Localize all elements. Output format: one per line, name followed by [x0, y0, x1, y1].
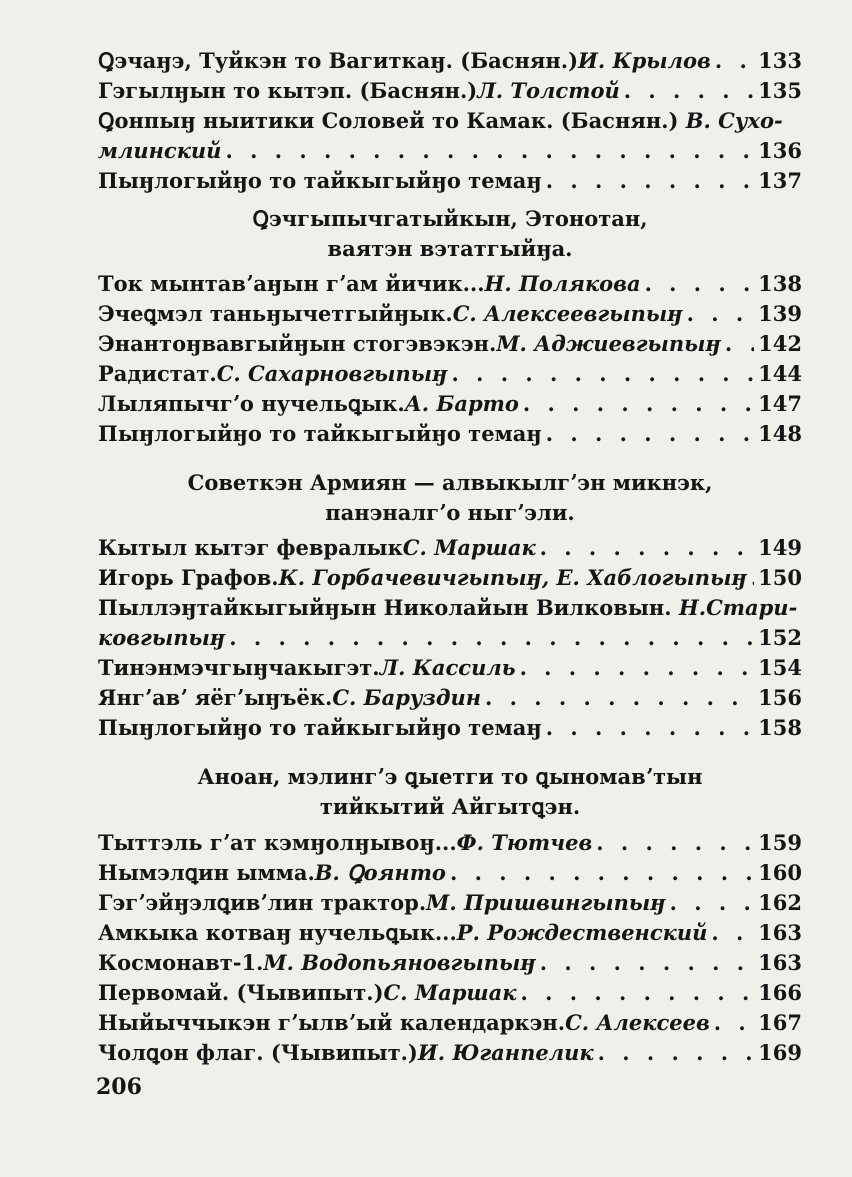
entry-author: М. Пришвингыпыӈ: [426, 890, 666, 915]
entry-title: Гэгʼэйӈэлꝗивʼлин трактор.: [98, 890, 427, 915]
entry-page: 163: [758, 950, 802, 975]
entry-author: С. Сахарновгыпыӈ: [216, 361, 448, 386]
entry-title: Чолꝗон флаг. (Чывипыт.): [98, 1040, 418, 1065]
toc-entry: [98, 1008, 802, 1038]
entry-author: Ф. Тютчев: [456, 830, 593, 855]
toc-entry-wrap-line: [98, 106, 802, 136]
toc-entry: [98, 76, 802, 106]
entry-page: 162: [758, 890, 802, 915]
toc-entry: [98, 166, 802, 196]
toc-entry: [98, 299, 802, 329]
entry-author: Л. Кассиль: [379, 655, 516, 680]
entry-title: Тыттэль гʼат кэмӈолӈывоӈ...: [98, 830, 457, 855]
entry-title: Кытыл кытэг февралык: [98, 535, 403, 560]
entry-author: С. Маршак: [402, 535, 536, 560]
toc-entry: [98, 563, 802, 593]
entry-page: 160: [758, 860, 802, 885]
entry-title: Игорь Графов.: [98, 565, 279, 590]
entry-title: Гэгылӈын то кытэп. (Баснян.): [98, 78, 478, 103]
entry-page: 149: [758, 535, 802, 560]
entry-author: М. Аджиевгыпыӈ: [496, 331, 721, 356]
entry-title: Ꝗонпыӈ ныитики Соловей то Камак. (Баснян.): [98, 108, 686, 133]
entry-page: 166: [758, 980, 802, 1005]
toc-entry: [98, 359, 802, 389]
toc-entry: [98, 948, 802, 978]
entry-page: 133: [758, 48, 802, 73]
entry-title: Ныйыччыкэн гʼылвʼый календаркэн.: [98, 1010, 566, 1035]
toc-entry: [98, 419, 802, 449]
toc-entry: [98, 623, 802, 653]
entry-author: С. Алексеевгыпыӈ: [452, 301, 683, 326]
entry-author: Л. Толстой: [477, 78, 620, 103]
entry-title: Эчеꝗмэл таньӈычетгыйӈык.: [98, 301, 453, 326]
toc-entry: [98, 389, 802, 419]
entry-author: И. Крылов: [578, 48, 711, 73]
entry-title: Нымэлꝗин ымма.: [98, 860, 315, 885]
toc-entry: [98, 533, 802, 563]
entry-page: 159: [758, 830, 802, 855]
toc-entry: [98, 978, 802, 1008]
entry-page: 139: [758, 301, 802, 326]
entry-title: Первомай. (Чывипыт.): [98, 980, 384, 1005]
toc-entry: [98, 46, 802, 76]
entry-title: Ꝗэчаӈэ, Туйкэн то Вагиткаӈ. (Баснян.): [98, 48, 579, 73]
entry-author: Н. Полякова: [484, 271, 641, 296]
entry-author: В. Сухо-: [685, 108, 783, 133]
entry-title: Пыӈлогыйӈо то тайкыгыйӈо темаӈ: [98, 715, 542, 740]
toc-entry-wrap-line: [98, 593, 802, 623]
entry-page: 142: [758, 331, 802, 356]
entry-author: А. Барто: [404, 391, 519, 416]
entry-title: Янгʼавʼ яёгʼыӈъёк.: [98, 685, 333, 710]
entry-author: К. Горбачевичгыпыӈ, Е. Хаблогыпыӈ: [278, 565, 747, 590]
entry-title: Ток мынтавʼаӈын гʼам йичик...: [98, 271, 485, 296]
entry-title: Космонавт-1.: [98, 950, 264, 975]
entry-page: 147: [758, 391, 802, 416]
toc-entry: [98, 858, 802, 888]
page-number: 206: [96, 1074, 142, 1100]
entry-author: М. Водопьяновгыпыӈ: [263, 950, 536, 975]
toc-entry: [98, 713, 802, 743]
entry-author: ковгыпыӈ: [98, 625, 226, 650]
toc-entry: [98, 653, 802, 683]
toc-entry: [98, 1038, 802, 1068]
entry-page: 137: [758, 168, 802, 193]
entry-page: 154: [758, 655, 802, 680]
entry-title: Лыляпычгʼо нучельꝗык.: [98, 391, 405, 416]
entry-page: 136: [758, 138, 802, 163]
entry-author: млинский: [98, 138, 222, 163]
entry-page: 156: [758, 685, 802, 710]
entry-title: Энантоӈвавгыйӈын стогэвэкэн.: [98, 331, 497, 356]
section-heading: Аноан, мэлингʼэ ꝗыетги то ꝗыномавʼтын тийкытий Айгытꝗэн.: [197, 764, 703, 819]
entry-author: С. Маршак: [383, 980, 517, 1005]
entry-author: В. Ꝗоянто: [314, 860, 446, 885]
entry-author: И. Юганпелик: [417, 1040, 594, 1065]
entry-title: Амкыка котваӈ нучельꝗык...: [98, 920, 457, 945]
toc-entry: [98, 683, 802, 713]
entry-page: 144: [758, 361, 802, 386]
section-heading: Советкэн Армиян — алвыкылгʼэн микнэк, панэналгʼо ныгʼэли.: [187, 470, 713, 525]
entry-author: Н.Стари-: [678, 595, 798, 620]
toc-entry: [98, 329, 802, 359]
toc-entry: [98, 888, 802, 918]
toc-entry: [98, 136, 802, 166]
entry-author: Р. Рождественский: [456, 920, 708, 945]
entry-page: 167: [758, 1010, 802, 1035]
entry-title: Тинэнмэчгыӈчакыгэт.: [98, 655, 380, 680]
toc-entry: [98, 918, 802, 948]
entry-title: Пыллэӈтайкыгыйӈын Николайын Вилковын.: [98, 595, 679, 620]
toc-entry: [98, 269, 802, 299]
toc-entry: [98, 828, 802, 858]
entry-page: 135: [758, 78, 802, 103]
entry-page: 150: [758, 565, 802, 590]
entry-author: С. Алексеев: [565, 1010, 710, 1035]
entry-author: С. Баруздин: [332, 685, 482, 710]
entry-page: 163: [758, 920, 802, 945]
entry-page: 138: [758, 271, 802, 296]
entry-page: 169: [758, 1040, 802, 1065]
entry-page: 148: [758, 421, 802, 446]
section-heading: Ꝗэчгыпычгатыйкын, Этонотан, ваятэн вэтатгыйӈа.: [252, 206, 648, 261]
entry-page: 152: [758, 625, 802, 650]
entry-title: Пыӈлогыйӈо то тайкыгыйӈо темаӈ: [98, 421, 542, 446]
entry-title: Пыӈлогыйӈо то тайкыгыйӈо темаӈ: [98, 168, 542, 193]
entry-title: Радистат.: [98, 361, 217, 386]
entry-page: 158: [758, 715, 802, 740]
